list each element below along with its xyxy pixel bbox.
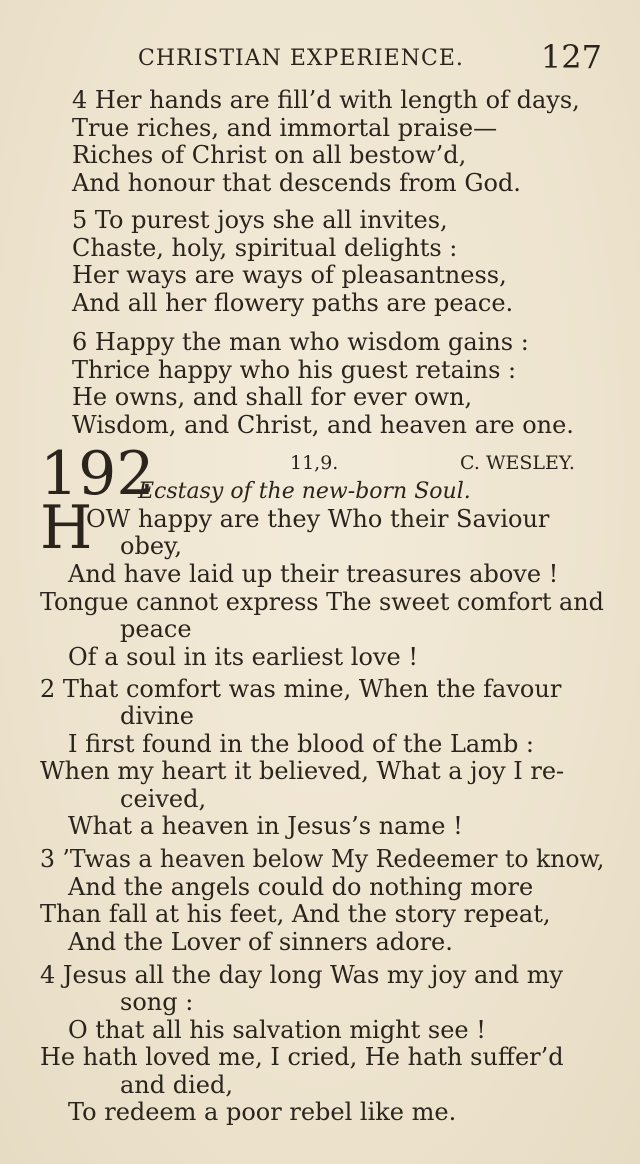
- hymn-line: To redeem a poor rebel like me.: [68, 1098, 457, 1126]
- drop-cap: H: [40, 493, 93, 563]
- hymn-author: C. WESLEY.: [460, 452, 575, 474]
- hymn-line: When my heart it believed, What a joy I re-: [40, 757, 565, 785]
- stanza-line: Wisdom, and Christ, and heaven are one.: [72, 411, 574, 439]
- hymn-line: peace: [120, 615, 192, 643]
- hymn-title: Ecstasy of the new-born Soul.: [138, 479, 471, 504]
- hymn-line: 2 That comfort was mine, When the favour: [40, 675, 562, 703]
- hymn-line: obey,: [120, 532, 183, 560]
- hymn-line: And the angels could do nothing more: [68, 873, 534, 901]
- hymn-line: and died,: [120, 1071, 233, 1099]
- hymn-line: divine: [120, 702, 194, 730]
- hymn-line: Tongue cannot express The sweet comfort and: [40, 588, 604, 616]
- page-number: 127: [540, 38, 602, 76]
- stanza-line: 5 To purest joys she all invites,: [72, 206, 448, 234]
- stanza-line: 4 Her hands are fill’d with length of days,: [72, 86, 580, 114]
- stanza-line: He owns, and shall for ever own,: [72, 383, 473, 411]
- stanza-line: 6 Happy the man who wisdom gains :: [72, 328, 529, 356]
- hymn-line: song :: [120, 988, 194, 1016]
- stanza-line: And all her flowery paths are peace.: [72, 289, 514, 317]
- hymn-line: Of a soul in its earliest love !: [68, 643, 418, 671]
- hymn-number: 192: [40, 439, 155, 509]
- stanza-line: Chaste, holy, spiritual delights :: [72, 234, 458, 262]
- hymn-line: 4 Jesus all the day long Was my joy and my: [40, 961, 564, 989]
- hymn-line: Than fall at his feet, And the story repeat,: [40, 900, 551, 928]
- page-header: [138, 38, 602, 78]
- stanza-line: Thrice happy who his guest retains :: [72, 356, 517, 384]
- stanza-line: True riches, and immortal praise—: [72, 114, 498, 142]
- hymn-line: And have laid up their treasures above !: [68, 560, 559, 588]
- hymn-meter: 11,9.: [290, 452, 339, 474]
- stanza-line: Riches of Christ on all bestow’d,: [72, 141, 467, 169]
- hymn-line: I first found in the blood of the Lamb :: [68, 730, 535, 758]
- hymn-line: ceived,: [120, 785, 207, 813]
- hymn-line: He hath loved me, I cried, He hath suffer’d: [40, 1043, 564, 1071]
- hymn-line: O that all his salvation might see !: [68, 1016, 486, 1044]
- hymn-line: And the Lover of sinners adore.: [68, 928, 453, 956]
- hymn-line: 3 ’Twas a heaven below My Redeemer to know,: [40, 845, 605, 873]
- running-head: CHRISTIAN EXPERIENCE.: [138, 46, 464, 71]
- stanza-line: And honour that descends from God.: [72, 169, 521, 197]
- hymn-line: OW happy are they Who their Saviour: [86, 505, 550, 533]
- stanza-line: Her ways are ways of pleasantness,: [72, 261, 507, 289]
- hymn-line: What a heaven in Jesus’s name !: [68, 812, 463, 840]
